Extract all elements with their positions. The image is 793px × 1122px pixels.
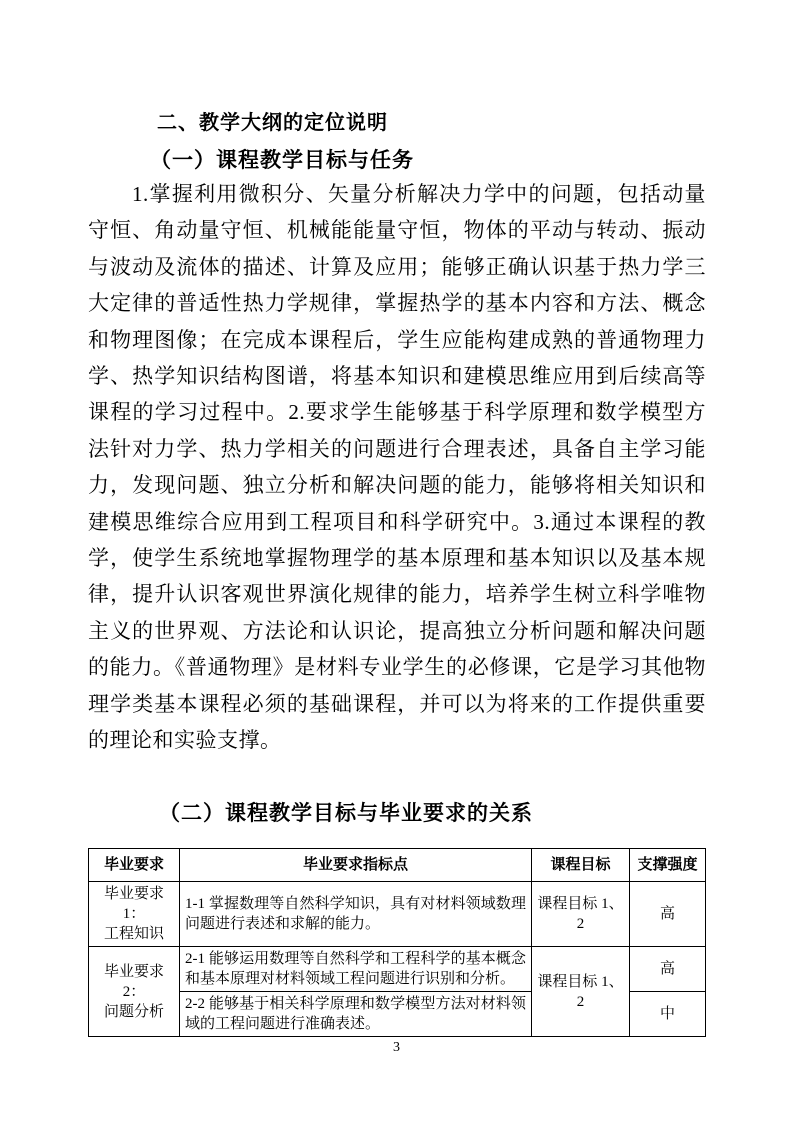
subsection-2-heading: （二）课程教学目标与毕业要求的关系 — [159, 801, 533, 825]
requirement-label: 毕业要求 2： — [103, 963, 164, 1000]
requirement-cell — [89, 882, 180, 947]
section-heading: 二、教学大纲的定位说明 — [157, 112, 388, 134]
requirement-category: 工程知识 — [103, 926, 164, 942]
requirements-mapping-table — [88, 848, 706, 1037]
requirement-label: 毕业要求 1： — [103, 886, 164, 922]
indicator-cell: 2-2 能够基于相关科学原理和数学模型方法对材料领域的工程问题进行准确表述。 — [180, 992, 532, 1037]
strength-cell: 高 — [630, 947, 706, 992]
page-number: 3 — [393, 1040, 400, 1055]
objective-cell: 课程目标 1、2 — [532, 947, 630, 1037]
col-header-indicator-point: 毕业要求指标点 — [180, 849, 532, 882]
col-header-course-objective: 课程目标 — [532, 849, 630, 882]
indicator-cell: 1-1 掌握数理等自然科学知识，具有对材料领域数理问题进行表述和求解的能力。 — [180, 882, 532, 947]
table-row — [89, 882, 706, 947]
strength-cell: 高 — [630, 882, 706, 947]
requirement-category: 问题分析 — [103, 1003, 164, 1020]
col-header-graduation-requirement: 毕业要求 — [89, 849, 180, 882]
strength-cell: 中 — [630, 992, 706, 1037]
table-row — [89, 947, 706, 992]
course-objectives-paragraph: 1.掌握利用微积分、矢量分析解决力学中的问题，包括动量守恒、角动量守恒、机械能能量守恒，物体的平动与转动、振动与波动及流体的描述、计算及应用；能够正确认识基于热力学三大定律的普适性热力学规律，掌握热学的基本内容和方法、概念和物理图像；在完成本课程后，学生应能构建成熟的普通物理力学、热学知识结构图谱，将基本知识和建模思维应用到后续高等课程的学习过程中。2.要求学生能够基于科学原理和数学模型方法针对力学、热力学相关的问题进行合理表述，具备自主学习能力，发现问题、独立分析和解决问题的能力，能够将相关知识和建模思维综合应用到工程项目和科学研究中。3.通过本课程的教学，使学生系统地掌握物理学的基本原理和基本知识以及基本规律，提升认识客观世界演化规律的能力，培养学生树立科学唯物主义的世界观、方法论和认识论，提高独立分析问题和解决问题的能力。《普通物理》是材料专业学生的必修课，它是学习其他物理学类基本课程必须的基础课程，并可以为将来的工作提供重要的理论和实验支撑。 — [88, 182, 706, 753]
subsection-1-heading: （一）课程教学目标与任务 — [150, 148, 414, 172]
indicator-cell: 2-1 能够运用数理等自然科学和工程科学的基本概念和基本原理对材料领域工程问题进行识别和分析。 — [180, 947, 532, 992]
requirement-cell — [89, 947, 180, 1037]
objective-cell: 课程目标 1、2 — [532, 882, 630, 947]
col-header-support-strength: 支撑强度 — [630, 849, 706, 882]
table-header-row — [89, 849, 706, 882]
